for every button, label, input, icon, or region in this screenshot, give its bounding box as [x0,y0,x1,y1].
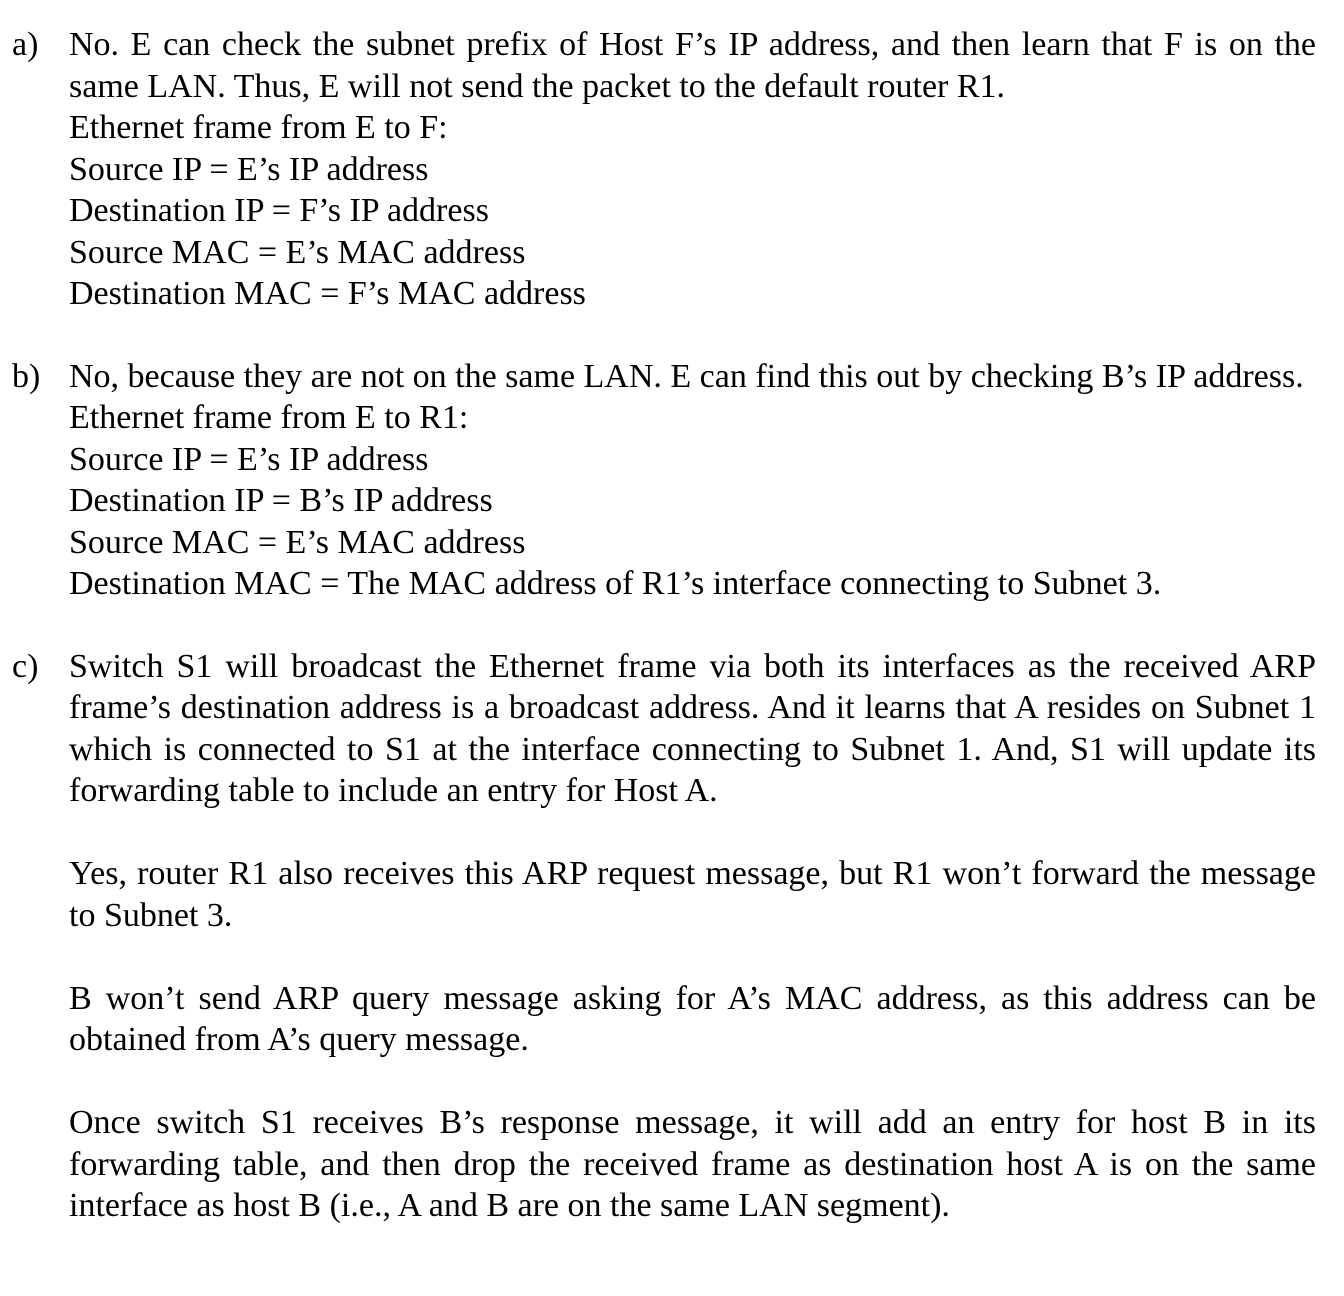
answer-b [0,356,1344,605]
answer-a-intro: No. E can check the subnet prefix of Host F’s IP address, and then learn that F is on the same LAN. Thus, E will not send the packet to the default router R1. [69,26,1316,105]
answer-c [0,646,1344,1227]
answer-c-paragraph-3: B won’t send ARP query message asking for A’s MAC address, as this address can be obtained from A’s query message. [69,979,1316,1058]
source-ip-line: Source IP = E’s IP address [69,440,429,478]
item-marker-c: c) [12,647,39,685]
item-marker-a: a) [12,26,39,63]
frame-heading: Ethernet frame from E to R1: [69,399,469,436]
source-mac-line: Source MAC = E’s MAC address [69,523,526,561]
answer-b-intro: No, because they are not on the same LAN. E can find this out by checking B’s IP address. [69,357,1304,395]
destination-ip-line: Destination IP = F’s IP address [69,192,489,229]
answer-a-body [69,24,1316,315]
answer-c-paragraph-1: Switch S1 will broadcast the Ethernet frame via both its interfaces as the received ARP frame’s destination address is a broadcast address. And it learns that A resides on Subnet 1 which is connected to S1 at the interface connecting to Subnet 1. And, S1 will update its forwarding table to include an entry for Host A. [69,647,1316,809]
document-body [0,24,1344,1268]
destination-ip-line: Destination IP = B’s IP address [69,482,493,519]
answer-c-paragraph-2: Yes, router R1 also receives this ARP request message, but R1 won’t forward the message to Subnet 3. [69,855,1316,934]
destination-mac-line: Destination MAC = The MAC address of R1’s interface connecting to Subnet 3. [69,565,1162,602]
answer-c-paragraph-4: Once switch S1 receives B’s response message, it will add an entry for host B in its forwarding table, and then drop the received frame as destination host A is on the same interface as host B (i.e., A and B are on the same LAN segment). [69,1104,1316,1224]
frame-heading: Ethernet frame from E to F: [69,109,448,146]
source-mac-line: Source MAC = E’s MAC address [69,233,526,271]
answer-b-body [69,356,1316,605]
answer-c-body [69,646,1316,1227]
destination-mac-line: Destination MAC = F’s MAC address [69,275,586,312]
source-ip-line: Source IP = E’s IP address [69,150,429,188]
item-marker-b: b) [12,357,41,395]
answer-a [0,24,1344,315]
